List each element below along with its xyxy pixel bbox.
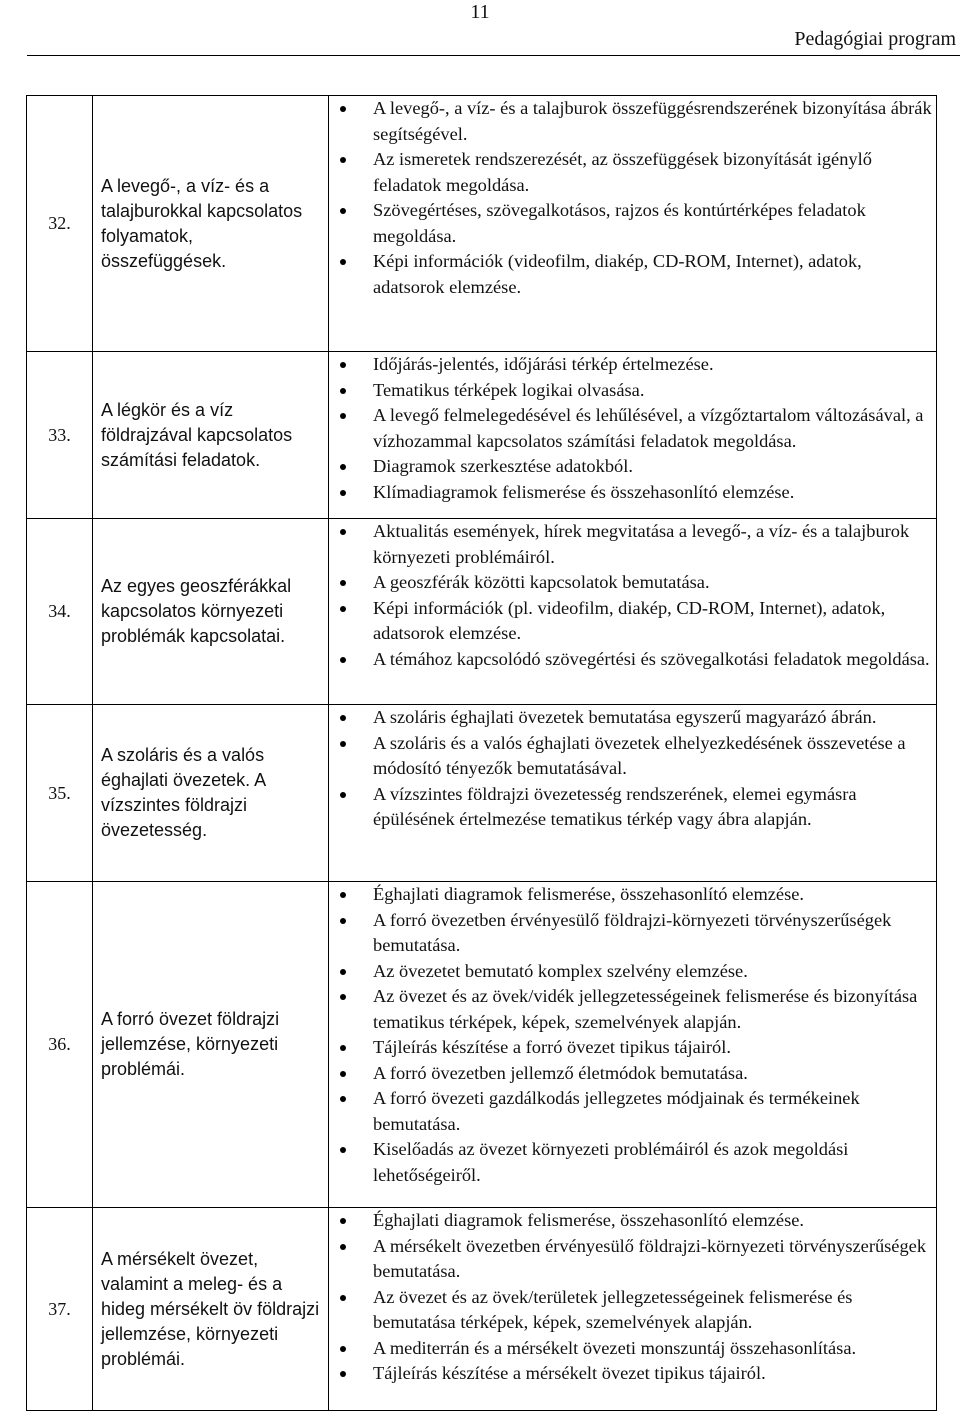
activity-text: Képi információk (videofilm, diakép, CD-ROM, Internet), adatok, adatsorok elemzése. (373, 251, 862, 297)
activity-text: A vízszintes földrajzi övezetesség rendszerének, elemei egymásra épülésének értelmezése tematikus térkép vagy ábra alapján. (373, 783, 857, 829)
list-item (329, 1234, 936, 1285)
bullet-icon (340, 1346, 346, 1352)
list-item (329, 1035, 936, 1061)
table-row (27, 705, 937, 882)
bullet-icon (340, 388, 346, 394)
bullet-icon (340, 606, 346, 612)
page-number: 11 (470, 1, 490, 23)
activity-text: Klímadiagramok felismerése és összehasonlító elemzése. (373, 481, 795, 502)
list-item (329, 454, 936, 480)
activity-text: Az ismeretek rendszerezését, az összefüggések bizonyítását igénylő feladatok megoldása. (373, 149, 872, 195)
activity-text: A szoláris és a valós éghajlati övezetek elhelyezkedésének összevetése a módosító tényezők bemutatásával. (373, 732, 906, 778)
row-topic: A szoláris és a valós éghajlati övezetek. A vízszintes földrajzi övezetesség. (93, 705, 329, 882)
bullet-icon (340, 157, 346, 163)
row-activities (329, 96, 937, 352)
list-item (329, 731, 936, 782)
activity-text: Éghajlati diagramok felismerése, összehasonlító elemzése. (373, 1210, 805, 1230)
list-item (329, 596, 936, 647)
activity-text: A forró övezetben érvényesülő földrajzi-környezeti törvényszerűségek bemutatása. (373, 909, 892, 955)
bullet-icon (340, 529, 346, 535)
activity-text: A mediterrán és a mérsékelt övezeti monszuntáj összehasonlítása. (373, 1337, 857, 1358)
list-item (329, 1208, 936, 1234)
bullet-icon (340, 259, 346, 265)
row-topic: A légkör és a víz földrajzával kapcsolatos számítási feladatok. (93, 352, 329, 519)
list-item (329, 705, 936, 731)
activity-text: A témához kapcsolódó szövegértési és szövegalkotási feladatok megoldása. (373, 648, 930, 669)
list-item (329, 1086, 936, 1137)
list-item (329, 1285, 936, 1336)
list-item (329, 96, 936, 147)
list-item (329, 352, 936, 378)
bullet-icon (340, 1147, 346, 1153)
bullet-icon (340, 1244, 346, 1250)
row-activities (329, 1208, 937, 1411)
bullet-icon (340, 1295, 346, 1301)
list-item (329, 1361, 936, 1387)
table-row (27, 352, 937, 519)
bullet-icon (340, 464, 346, 470)
row-number: 35. (27, 705, 93, 882)
list-item (329, 984, 936, 1035)
list-item (329, 403, 936, 454)
bullet-icon (340, 1096, 346, 1102)
activity-text: Aktualitás események, hírek megvitatása a levegő-, a víz- és a talajburok környezeti problémáiról. (373, 521, 910, 567)
list-item (329, 249, 936, 300)
bullet-icon (340, 994, 346, 1000)
bullet-icon (340, 208, 346, 214)
list-item (329, 1137, 936, 1188)
curriculum-table (26, 95, 937, 1411)
table-row (27, 96, 937, 352)
bullet-icon (340, 1371, 346, 1377)
bullet-icon (340, 580, 346, 586)
activity-text: A szoláris éghajlati övezetek bemutatása egyszerű magyarázó ábrán. (373, 707, 877, 727)
row-number: 36. (27, 882, 93, 1208)
row-topic: Az egyes geoszférákkal kapcsolatos környezeti problémák kapcsolatai. (93, 519, 329, 705)
activity-text: Tájleírás készítése a forró övezet tipikus tájairól. (373, 1037, 731, 1057)
row-number: 33. (27, 352, 93, 519)
activity-text: A forró övezetben jellemző életmódok bemutatása. (373, 1062, 748, 1083)
row-number: 34. (27, 519, 93, 705)
list-item (329, 908, 936, 959)
row-topic: A mérsékelt övezet, valamint a meleg- és a hideg mérsékelt öv földrajzi jellemzése, környezeti problémái. (93, 1208, 329, 1411)
activity-text: Diagramok szerkesztése adatokból. (373, 456, 633, 476)
row-activities (329, 519, 937, 705)
list-item (329, 147, 936, 198)
activity-text: Az övezet és az övek/vidék jellegzetességeinek felismerése és bizonyítása tematikus térképek, képek, szemelvények alapján. (373, 986, 918, 1032)
header-divider (27, 55, 960, 56)
activity-text: A forró övezeti gazdálkodás jellegzetes módjainak és termékeinek bemutatása. (373, 1088, 860, 1134)
bullet-icon (340, 892, 346, 898)
list-item (329, 1061, 936, 1087)
table-row (27, 1208, 937, 1411)
table-row (27, 519, 937, 705)
activity-text: Az övezetet bemutató komplex szelvény elemzése. (373, 960, 748, 981)
list-item (329, 519, 936, 570)
row-topic: A levegő-, a víz- és a talajburokkal kapcsolatos folyamatok, összefüggések. (93, 96, 329, 352)
bullet-icon (340, 969, 346, 975)
bullet-icon (340, 413, 346, 419)
activity-text: Az övezet és az övek/területek jellegzetességeinek felismerése és bemutatása térképek, képek, szemelvények alapján. (373, 1286, 853, 1332)
row-activities (329, 882, 937, 1208)
activity-text: Tematikus térképek logikai olvasása. (373, 379, 645, 400)
list-item (329, 882, 936, 908)
row-number: 37. (27, 1208, 93, 1411)
list-item (329, 378, 936, 404)
bullet-icon (340, 741, 346, 747)
activity-text: Időjárás-jelentés, időjárási térkép értelmezése. (373, 354, 714, 374)
bullet-icon (340, 362, 346, 368)
bullet-icon (340, 490, 346, 496)
row-activities (329, 352, 937, 519)
bullet-icon (340, 715, 346, 721)
list-item (329, 1336, 936, 1362)
bullet-icon (340, 1045, 346, 1051)
bullet-icon (340, 792, 346, 798)
bullet-icon (340, 106, 346, 112)
activity-text: A geoszférák közötti kapcsolatok bemutatása. (373, 572, 710, 592)
document-header-title: Pedagógiai program (794, 28, 956, 50)
table-row (27, 882, 937, 1208)
row-number: 32. (27, 96, 93, 352)
list-item (329, 198, 936, 249)
list-item (329, 959, 936, 985)
list-item (329, 647, 936, 673)
list-item (329, 782, 936, 833)
bullet-icon (340, 1071, 346, 1077)
activity-text: A levegő felmelegedésével és lehűlésével, a vízgőztartalom változásával, a vízhozammal kapcsolatos számítási feladatok megoldása. (373, 405, 924, 451)
list-item (329, 570, 936, 596)
bullet-icon (340, 918, 346, 924)
list-item (329, 480, 936, 506)
row-activities (329, 705, 937, 882)
bullet-icon (340, 1218, 346, 1224)
bullet-icon (340, 657, 346, 663)
activity-text: Szövegértéses, szövegalkotásos, rajzos és kontúrtérképes feladatok megoldása. (373, 200, 866, 246)
activity-text: A mérsékelt övezetben érvényesülő földrajzi-környezeti törvényszerűségek bemutatása. (373, 1235, 927, 1281)
activity-text: Tájleírás készítése a mérsékelt övezet tipikus tájairól. (373, 1363, 766, 1383)
activity-text: Éghajlati diagramok felismerése, összehasonlító elemzése. (373, 884, 805, 904)
row-topic: A forró övezet földrajzi jellemzése, környezeti problémái. (93, 882, 329, 1208)
activity-text: A levegő-, a víz- és a talajburok összefüggésrendszerének bizonyítása ábrák segítségével. (373, 98, 932, 144)
activity-text: Képi információk (pl. videofilm, diakép, CD-ROM, Internet), adatok, adatsorok elemzése. (373, 597, 886, 643)
activity-text: Kiselőadás az övezet környezeti problémáiról és azok megoldási lehetőségeiről. (373, 1139, 849, 1185)
